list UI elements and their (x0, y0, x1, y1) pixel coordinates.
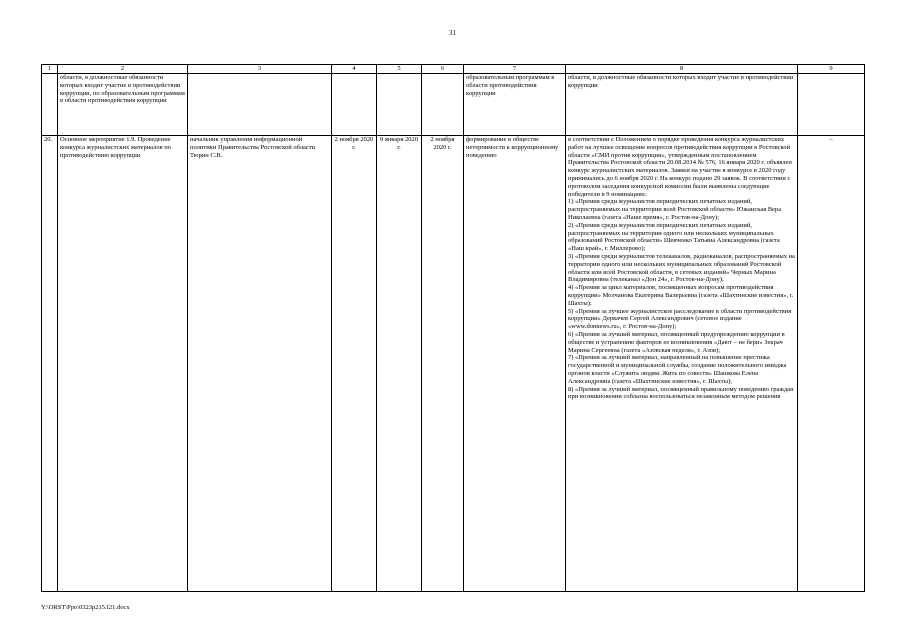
executor-cell (188, 74, 332, 136)
header-cell: 9 (798, 65, 865, 74)
row-number-cell: 20. (42, 136, 58, 592)
header-cell: 8 (566, 65, 798, 74)
header-cell: 1 (42, 65, 58, 74)
table-row (42, 136, 865, 592)
actual-date-cell (422, 74, 464, 136)
actual-date-cell: 2 ноября 2020 г. (422, 136, 464, 592)
header-cell: 2 (58, 65, 188, 74)
executor-cell: начальник управления информационной политики Правительства Ростовской области Тюрин С.В. (188, 136, 332, 592)
end-date-cell: 9 января 2020 г. (377, 136, 422, 592)
measure-cell: Основное мероприятие 1.9. Проведение конкурса журналистских материалов по противодействию коррупции (58, 136, 188, 592)
row-number-cell (42, 74, 58, 136)
note-cell (798, 74, 865, 136)
table-header-row (42, 65, 865, 74)
note-cell: – (798, 136, 865, 592)
start-date-cell: 2 ноября 2020 г. (332, 136, 377, 592)
result-cell: формирование в обществе нетерпимости к коррупционному поведению (464, 136, 566, 592)
result-cell: образовательным программам в области противодействия коррупции (464, 74, 566, 136)
page-number: 31 (449, 29, 456, 37)
measure-cell: области, в должностные обязанности которых входит участие в противодействии коррупции, по образовательным программам в области противодействия коррупции (58, 74, 188, 136)
report-cell: в соответствии с Положением о порядке проведения конкурса журналистских работ на лучшее освещение вопросов противодействия коррупции в Ростовской области «СМИ против коррупции», утвержденным постановлением Правительства Ростовской области 20.08.2014 № 576, 16 января 2020 г. объявлен конкурс журналистских материалов. Заявки на участие в конкурсе в 2020 году принимались до 6 ноября 2020 г. На конкурс подано 29 заявок. В соответствии с протоколом заседания конкурсной комиссии были выявлены следующие победители в 9 номинациях: 1) «Премия среди журналистов периодических печатных изданий, распространяемых на территории всей Ростовской области» Южанская Вера Николаевна (газета «Наше время», г. Ростов-на-Дону); 2) «Премия среди журналистов периодических печатных изданий, распространяемых на территории одного или нескольких муниципальных образований Ростовской области» Шевченко Татьяна Александровна (газета «Наш край», г. Миллерово); 3) «Премия среди журналистов телеканалов, радиоканалов, распространяемых на территории одного или нескольких муниципальных образований Ростовской области или всей Ростовской области, в сетевых изданий» Черных Марина Владимировна (телеканал «Дон 24», г. Ростов-на-Дону); 4) «Премия за цикл материалов, посвященных вопросам противодействия коррупции» Молчанова Екатерина Валерьевна (газета «Шахтинские известия», г. Шахты); 5) «Премия за лучшее журналистское расследование в области противодействия коррупции» Деркачев Сергей Александрович (сетевое издание «www.donnews.ru», г. Ростов-на-Дону); 6) «Премия за лучший материал, посвященный предупреждению коррупции в обществе и устранению факторов ее возникновения «Дают – не бери» Зекрач Марина Сергеевна (газета «Азовская неделя», г. Азов); 7) «Премия за лучший материал, направленный на повышение престижа государственной и муниципальной службы, создание положительного имиджа органов власти «Служить людям. Жить по совести» Шашкова Елена Александровна (газета «Шахтинские известия», г. Шахты); 8) «Премия за лучший материал, посвященный правильному поведению граждан при возникновении соблазна воспользоваться незаконным методом решения (566, 136, 798, 592)
table-row (42, 74, 865, 136)
report-table (41, 64, 865, 592)
header-cell: 6 (422, 65, 464, 74)
header-cell: 7 (464, 65, 566, 74)
header-cell: 4 (332, 65, 377, 74)
end-date-cell (377, 74, 422, 136)
file-path-footer: Y:\ORST\Ppo\0323p215.f21.docx (41, 604, 130, 611)
header-cell: 3 (188, 65, 332, 74)
report-cell: области, в должностные обязанности которых входит участие в противодействии коррупции (566, 74, 798, 136)
header-cell: 5 (377, 65, 422, 74)
start-date-cell (332, 74, 377, 136)
